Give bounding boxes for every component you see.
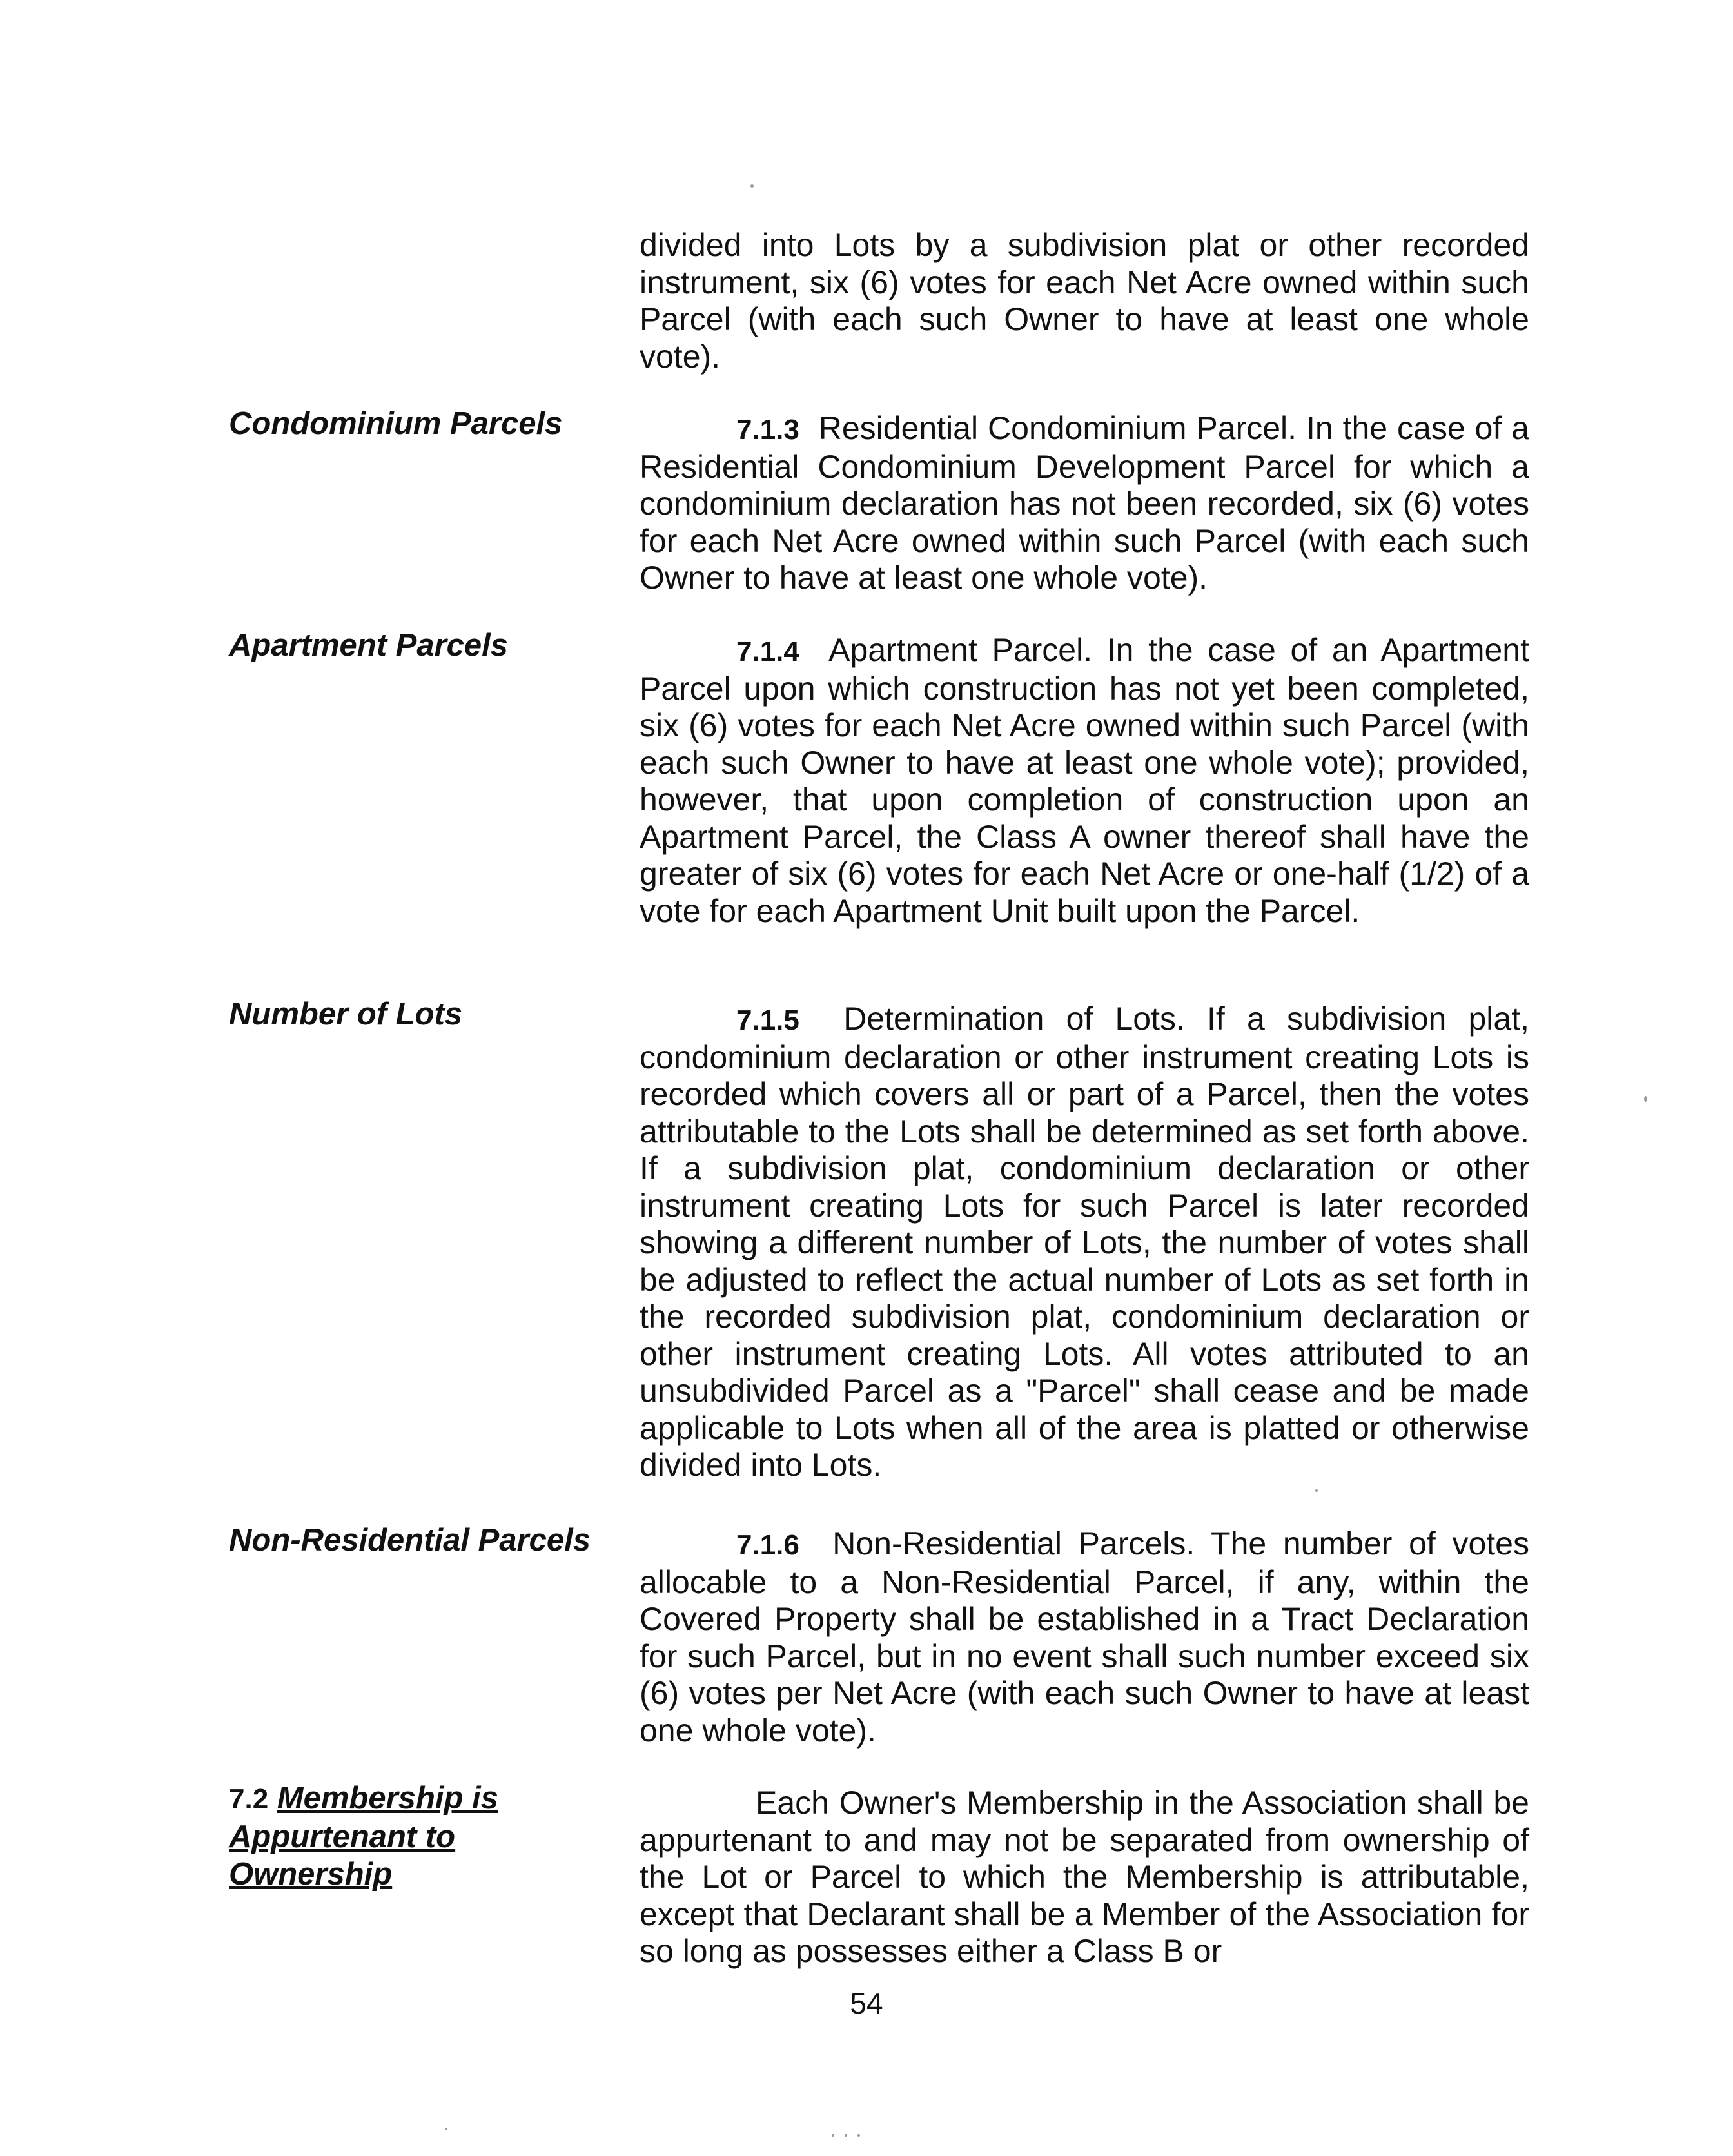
paragraph-number: 7.1.6 — [736, 1529, 799, 1561]
scan-speck — [445, 2128, 447, 2130]
paragraph-7-1-6: 7.1.6 Non-Residential Parcels. The number of votes allocable to a Non-Residential Parcel, if any, within the Covered Property shall be established in a Tract Declaration for such Parcel, but in no event shall such number exceed six (6) votes per Net Acre (with each such Owner to have at least one whole vote). — [640, 1525, 1529, 1749]
margin-heading-condominium-parcels: Condominium Parcels — [229, 406, 563, 441]
paragraph-7-1-4: 7.1.4 Apartment Parcel. In the case of an Apartment Parcel upon which construction has not yet been completed, six (6) votes for each Net Acre owned within such Parcel (with each such Owner to have at least one whole vote); provided, however, that upon completion of construction upon an Apartment Parcel, the Class A owner thereof shall have the greater of six (6) votes for each Net Acre or one-half (1/2) of a vote for each Apartment Unit built upon the Parcel. — [640, 632, 1529, 929]
paragraph-7-1-3: 7.1.3 Residential Condominium Parcel. In the case of a Residential Condominium Development Parcel for which a condominium declaration has not been recorded, six (6) votes for each Net Acre owned within such Parcel (with each such Owner to have at least one whole vote). — [640, 410, 1529, 596]
paragraph-number: 7.1.5 — [736, 1004, 799, 1036]
page-number: 54 — [850, 1986, 883, 2020]
scan-speck — [832, 2134, 834, 2137]
scan-speck — [1644, 1096, 1647, 1102]
paragraph-7-2: Each Owner's Membership in the Association shall be appurtenant to and may not be separated from ownership of the Lot or Parcel to which the Membership is attributable, except that Declarant shall be a Member of the Association for so long as possesses either a Class B or — [640, 1785, 1529, 1969]
margin-heading-apartment-parcels: Apartment Parcels — [229, 628, 509, 663]
paragraph-7-1-5: 7.1.5 Determination of Lots. If a subdivision plat, condominium declaration or other instrument creating Lots is recorded which covers all or part of a Parcel, then the votes attributable to the Lots shall be determined as set forth above. If a subdivision plat, condominium declaration or other instrument creating Lots for such Parcel is later recorded showing a different number of Lots, the number of votes shall be adjusted to reflect the actual number of Lots as set forth in the recorded subdivision plat, condominium declaration or other instrument creating Lots. All votes attributed to an unsubdivided Parcel as a "Parcel" shall cease and be made applicable to Lots when all of the area is platted or otherwise divided into Lots. — [640, 1001, 1529, 1483]
section-number: 7.2 — [229, 1783, 269, 1815]
scan-speck — [1315, 1489, 1318, 1492]
margin-heading-section-7-2 — [229, 1779, 532, 1893]
margin-heading-non-residential-parcels: Non-Residential Parcels — [229, 1523, 591, 1558]
scan-speck — [857, 2134, 860, 2137]
paragraph-number: 7.1.4 — [736, 636, 799, 667]
section-title: Membership is Appurtenant to Ownership — [229, 1781, 498, 1892]
scan-speck — [750, 184, 754, 188]
paragraph-number: 7.1.3 — [736, 414, 799, 446]
scan-speck — [845, 2134, 847, 2137]
continuation-paragraph: divided into Lots by a subdivision plat or other recorded instrument, six (6) votes for each Net Acre owned within such Parcel (with each such Owner to have at least one whole vote). — [640, 227, 1529, 375]
margin-heading-number-of-lots: Number of Lots — [229, 997, 463, 1032]
